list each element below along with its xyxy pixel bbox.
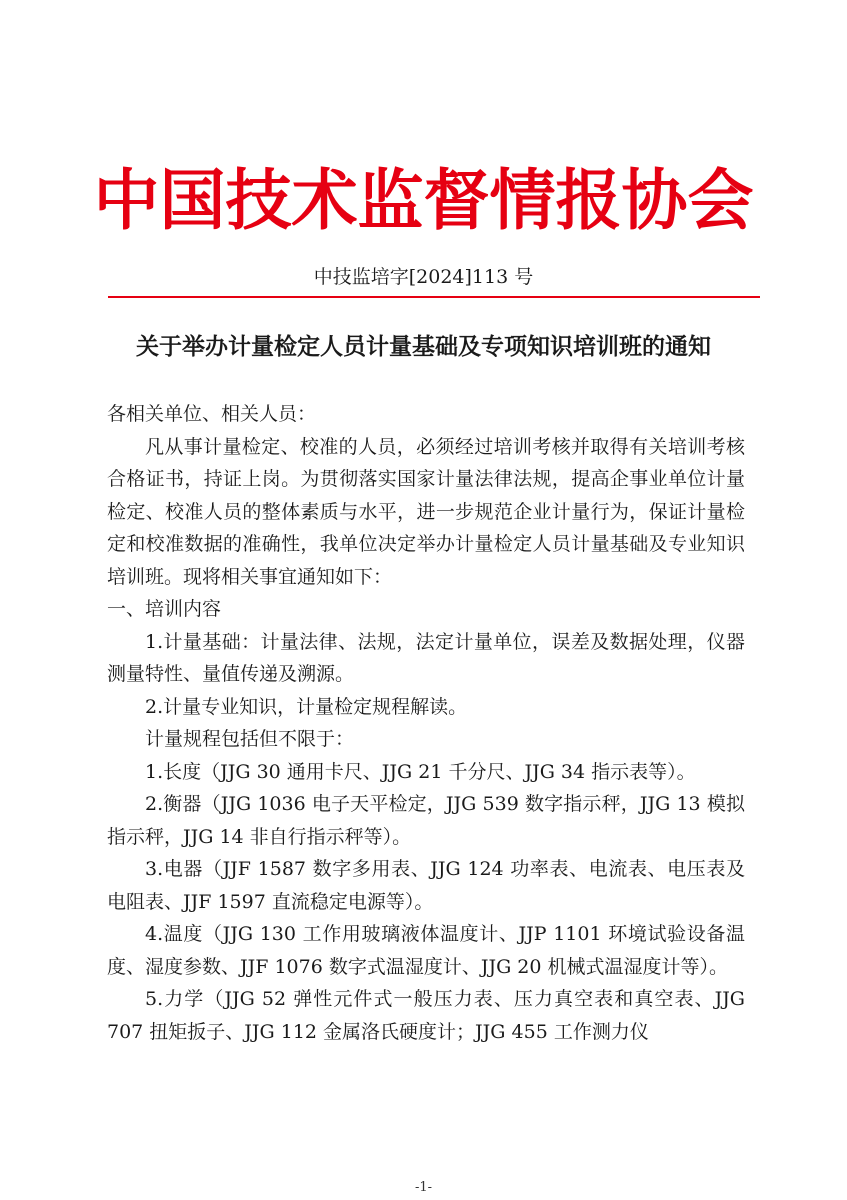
- regulation-item-length: 1.长度（JJG 30 通用卡尺、JJG 21 千分尺、JJG 34 指示表等）。: [145, 760, 696, 783]
- regulation-item-mechanics: 5.力学（JJG 52 弹性元件式一般压力表、压力真空表和真空表、JJG 707 扭矩扳子、JJG 112 金属洛氏硬度计；JJG 455 工作测力仪: [107, 988, 745, 1043]
- regulation-item-electrical: 3.电器（JJF 1587 数字多用表、JJG 124 功率表、电流表、电压表及电阻表、JJF 1597 直流稳定电源等）。: [107, 858, 745, 913]
- notice-title: 关于举办计量检定人员计量基础及专项知识培训班的通知: [136, 334, 711, 360]
- salutation: 各相关单位、相关人员：: [107, 403, 317, 425]
- document-number: 中技监培字[2024]113 号: [313, 266, 534, 288]
- org-masthead: 中国技术监督情报协会: [93, 161, 754, 239]
- section-heading-training-content: 一、培训内容: [107, 598, 222, 620]
- content-item-1: 1.计量基础：计量法律、法规，法定计量单位，误差及数据处理，仪器测量特性、量值传递及溯源。: [107, 630, 745, 685]
- page-number: -1-: [414, 1180, 433, 1195]
- intro-paragraph: 凡从事计量检定、校准的人员，必须经过培训考核并取得有关培训考核合格证书，持证上岗。为贯彻落实国家计量法律法规，提高企事业单位计量检定、校准人员的整体素质与水平，进一步规范企业计量行为，保证计量检定和校准数据的准确性，我单位决定举办计量检定人员计量基础及专业知识培训班。现将相关事宜通知如下：: [107, 435, 745, 588]
- red-divider: [108, 296, 760, 298]
- notice-body: [107, 398, 745, 1048]
- content-item-2: 2.计量专业知识，计量检定规程解读。: [145, 695, 468, 718]
- regulations-intro: 计量规程包括但不限于：: [145, 728, 355, 750]
- regulation-item-weighing: 2.衡器（JJG 1036 电子天平检定，JJG 539 数字指示秤，JJG 13 模拟指示秤，JJG 14 非自行指示秤等）。: [107, 793, 745, 848]
- regulation-item-temperature: 4.温度（JJG 130 工作用玻璃液体温度计、JJP 1101 环境试验设备温度、湿度参数、JJF 1076 数字式温湿度计、JJG 20 机械式温湿度计等）。: [107, 923, 745, 978]
